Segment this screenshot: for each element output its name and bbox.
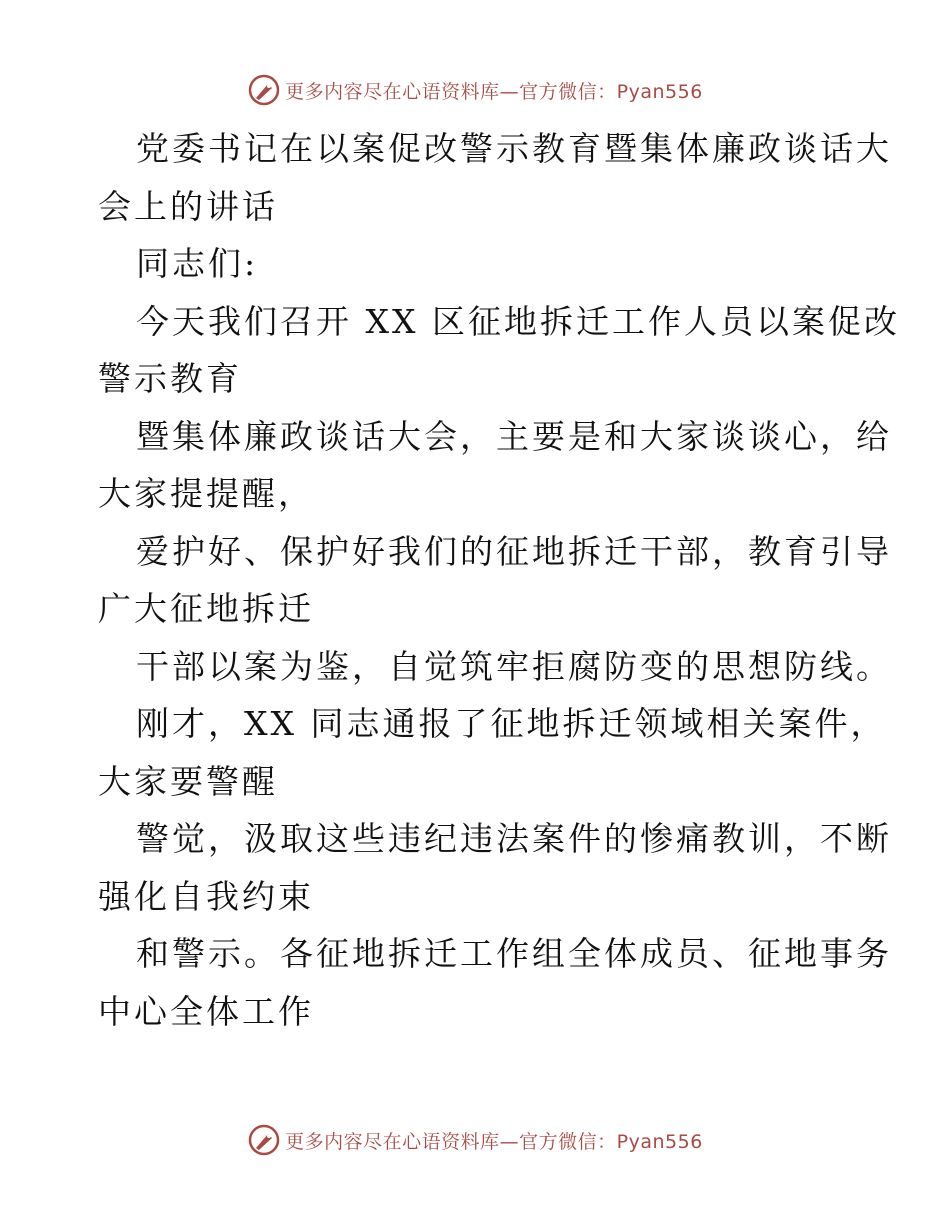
salutation: 同志们: (136, 244, 259, 283)
footer-banner-text: 更多内容尽在心语资料库—官方微信：Pyan556 (285, 1130, 703, 1153)
paragraph-line: 警觉，汲取这些违纪违法案件的惨痛教训，不断 (136, 819, 892, 858)
title-line-2: 会上的讲话 (98, 186, 278, 226)
paragraph-line: 刚才，XX 同志通报了征地拆迁领域相关案件， (136, 704, 887, 743)
header-banner (0, 70, 950, 110)
pen-nib-logo-icon (247, 1123, 281, 1157)
footer-banner (0, 1120, 950, 1160)
paragraph-line: 广大征地拆迁 (98, 589, 314, 628)
paragraph-line: 和警示。各征地拆迁工作组全体成员、征地事务 (136, 934, 892, 973)
pen-nib-logo-icon (247, 73, 281, 107)
title-line-1: 党委书记在以案促改警示教育暨集体廉政谈话大 (136, 129, 892, 168)
paragraph-line: 暨集体廉政谈话大会，主要是和大家谈谈心，给 (136, 416, 892, 456)
document-body (98, 120, 900, 1040)
paragraph-line: 中心全体工作 (98, 991, 314, 1031)
paragraph-line: 爱护好、保护好我们的征地拆迁干部，教育引导 (136, 531, 892, 571)
paragraph-line: 强化自我约束 (98, 876, 314, 916)
paragraph-line: 警示教育 (98, 359, 242, 398)
header-banner-text: 更多内容尽在心语资料库—官方微信：Pyan556 (285, 80, 703, 103)
paragraph-line: 干部以案为鉴，自觉筑牢拒腐防变的思想防线。 (136, 646, 892, 686)
paragraph-line: 大家要警醒 (98, 761, 278, 801)
paragraph-line: 大家提提醒， (98, 474, 314, 513)
paragraph-line: 今天我们召开 XX 区征地拆迁工作人员以案促改 (136, 301, 900, 341)
